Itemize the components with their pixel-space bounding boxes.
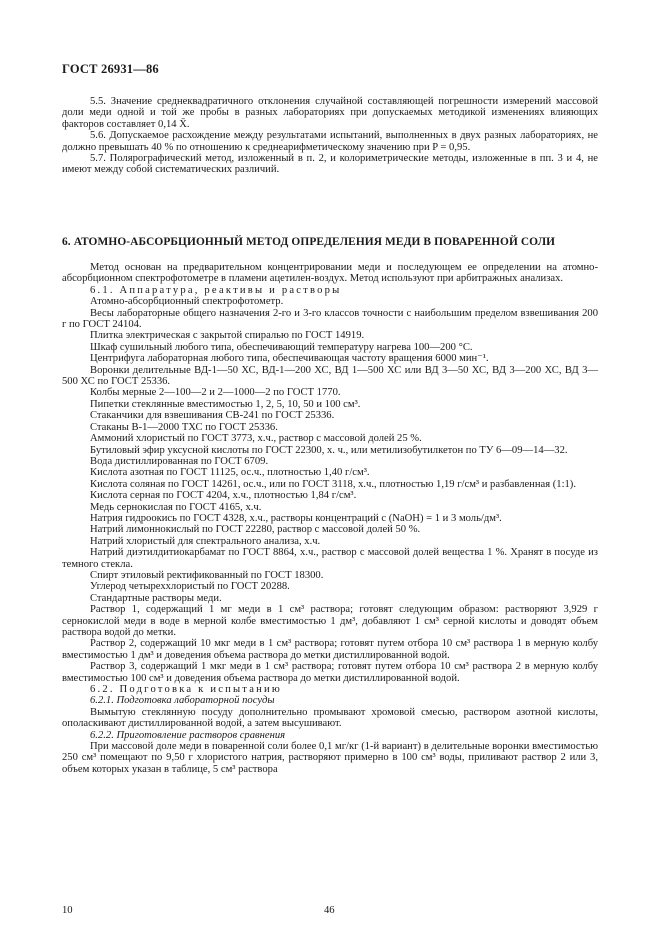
list-item: Натрий диэтилдитиокарбамат по ГОСТ 8864, х.ч., раствор с массовой долей вещества 1 %. Хранят в посуде из темного стекла. [62, 547, 598, 570]
document-header: ГОСТ 26931—86 [62, 62, 159, 76]
list-item: Плитка электрическая с закрытой спиралью по ГОСТ 14919. [90, 330, 365, 342]
list-item: Кислота азотная по ГОСТ 11125, ос.ч., плотностью 1,40 г/см³. [90, 467, 370, 479]
section-6-text [62, 262, 598, 775]
list-item: Воронки делительные ВД-1—50 ХС, ВД-1—200 ХС, ВД 1—500 ХС или ВД 3—50 ХС, ВД 3—200 ХС, ВД 3—500 ХС по ГОСТ 25336. [62, 364, 598, 388]
subsection-6-2-1-heading: 6.2.1. Подготовка лабораторной посуды [90, 695, 275, 707]
page-number: 46 [324, 905, 335, 916]
list-item: Аммоний хлористый по ГОСТ 3773, х.ч., раствор с массовой долей 25 %. [90, 433, 422, 445]
list-item: Шкаф сушильный любого типа, обеспечивающий температуру нагрева 100—200 °С. [90, 341, 473, 353]
paragraph-5-5: 5.5. Значение среднеквадратичного отклонения случайной составляющей погрешности измерений массовой доли меди одной и той же пробы в разных лабораториях при допускаемых методикой изменениях влияющих факторов составляет 0,14 X̄. [62, 96, 598, 130]
list-item: Углерод четыреххлористый по ГОСТ 20288. [90, 581, 290, 593]
list-item: Натрий лимоннокислый по ГОСТ 22280, раствор с массовой долей 50 %. [90, 524, 421, 536]
subsection-6-2-2-heading: 6.2.2. Приготовление растворов сравнения [90, 729, 286, 741]
section-6-heading: 6. АТОМНО-АБСОРБЦИОННЫЙ МЕТОД ОПРЕДЕЛЕНИЯ МЕДИ В ПОВАРЕННОЙ СОЛИ [62, 236, 556, 248]
paragraph-5-7: 5.7. Полярографический метод, изложенный в п. 2, и колориметрические методы, изложенные в пп. 3 и 4, не имеют между собой систематических различий. [62, 153, 598, 176]
list-item: Центрифуга лабораторная любого типа, обеспечивающая частоту вращения 6000 мин⁻¹. [90, 353, 489, 365]
list-item: Бутиловый эфир уксусной кислоты по ГОСТ 22300, х. ч., или метилизобутилкетон по ТУ 6—09—14—32. [90, 444, 568, 456]
list-item: Кислота серная по ГОСТ 4204, х.ч., плотностью 1,84 г/см³. [90, 490, 357, 502]
glassware-prep: Вымытую стеклянную посуду дополнительно промывают хромовой смесью, раствором азотной кислоты, ополаскивают дистиллированной водой, а затем высушивают. [62, 706, 598, 730]
list-item: Кислота соляная по ГОСТ 14261, ос.ч., или по ГОСТ 3118, х.ч., плотностью 1,19 г/см³ и разбавленная (1:1). [90, 478, 576, 490]
section-5-text [62, 96, 598, 176]
solution-1: Раствор 1, содержащий 1 мг меди в 1 см³ раствора; готовят следующим образом: растворяют 3,929 г сернокислой меди в воде в мерной колбе вместимостью 1 дм³, добавляют 1 см³ серной кислоты и доводят объем раствора водой до метки. [62, 604, 598, 638]
footer-left-number: 10 [62, 905, 73, 916]
list-item: Медь сернокислая по ГОСТ 4165, х.ч. [90, 501, 262, 513]
list-item: Стаканчики для взвешивания СВ-241 по ГОСТ 25336. [90, 410, 335, 422]
subsection-6-1-heading: 6.1. Аппаратура, реактивы и растворы [90, 284, 342, 296]
reference-solutions-text: При массовой доле меди в поваренной соли более 0,1 мг/кг (1-й вариант) в делительные воронки вместимостью 250 см³ помещают по 9,50 г хлористого натрия, растворяют примерно в 100 см³ воды, приливают раствор 2 или 3, объем которых указан в таблице, 5 см³ раствора [62, 741, 598, 775]
list-item: Стаканы В-1—2000 ТХС по ГОСТ 25336. [90, 421, 278, 433]
solution-2: Раствор 2, содержащий 10 мкг меди в 1 см³ раствора; готовят путем отбора 10 см³ раствора 1 в мерную колбу вместимостью 1 дм³ и доведения объема раствора до метки дистиллированной водой. [62, 638, 598, 661]
solution-3: Раствор 3, содержащий 1 мкг меди в 1 см³ раствора; готовят путем отбора 10 см³ раствора 2 в мерную колбу вместимостью 100 см³ и доведения объема раствора до метки дистиллированной водой. [62, 661, 598, 684]
list-item: Вода дистиллированная по ГОСТ 6709. [90, 455, 269, 467]
list-item: Пипетки стеклянные вместимостью 1, 2, 5, 10, 50 и 100 см³. [90, 398, 361, 410]
list-item: Натрий хлористый для спектрального анализа, х.ч. [90, 535, 321, 547]
list-item: Натрия гидроокись по ГОСТ 4328, х.ч., растворы концентраций с (NaOH) = 1 и 3 моль/дм³. [90, 512, 502, 524]
list-item: Весы лабораторные общего назначения 2-го и 3-го классов точности с наибольшим пределом взвешивания 200 г по ГОСТ 24104. [62, 307, 598, 331]
list-item: Стандартные растворы меди. [90, 592, 222, 604]
list-item: Колбы мерные 2—100—2 и 2—1000—2 по ГОСТ 1770. [90, 387, 341, 399]
list-item: Спирт этиловый ректификованный по ГОСТ 18300. [90, 569, 324, 581]
subsection-6-2-heading: 6.2. Подготовка к испытанию [90, 684, 283, 696]
paragraph-5-6: 5.6. Допускаемое расхождение между результатами испытаний, выполненных в двух разных лабораториях, не должно превышать 40 % по отношению к среднеарифметическому значению при P = 0,95. [62, 130, 598, 153]
list-item: Атомно-абсорбционный спектрофотометр. [90, 296, 284, 308]
method-intro: Метод основан на предварительном концентрировании меди и последующем ее определении на атомно-абсорбционном спектрофотометре в пламени ацетилен-воздух. Метод используют при арбитражных анализах. [62, 262, 598, 285]
